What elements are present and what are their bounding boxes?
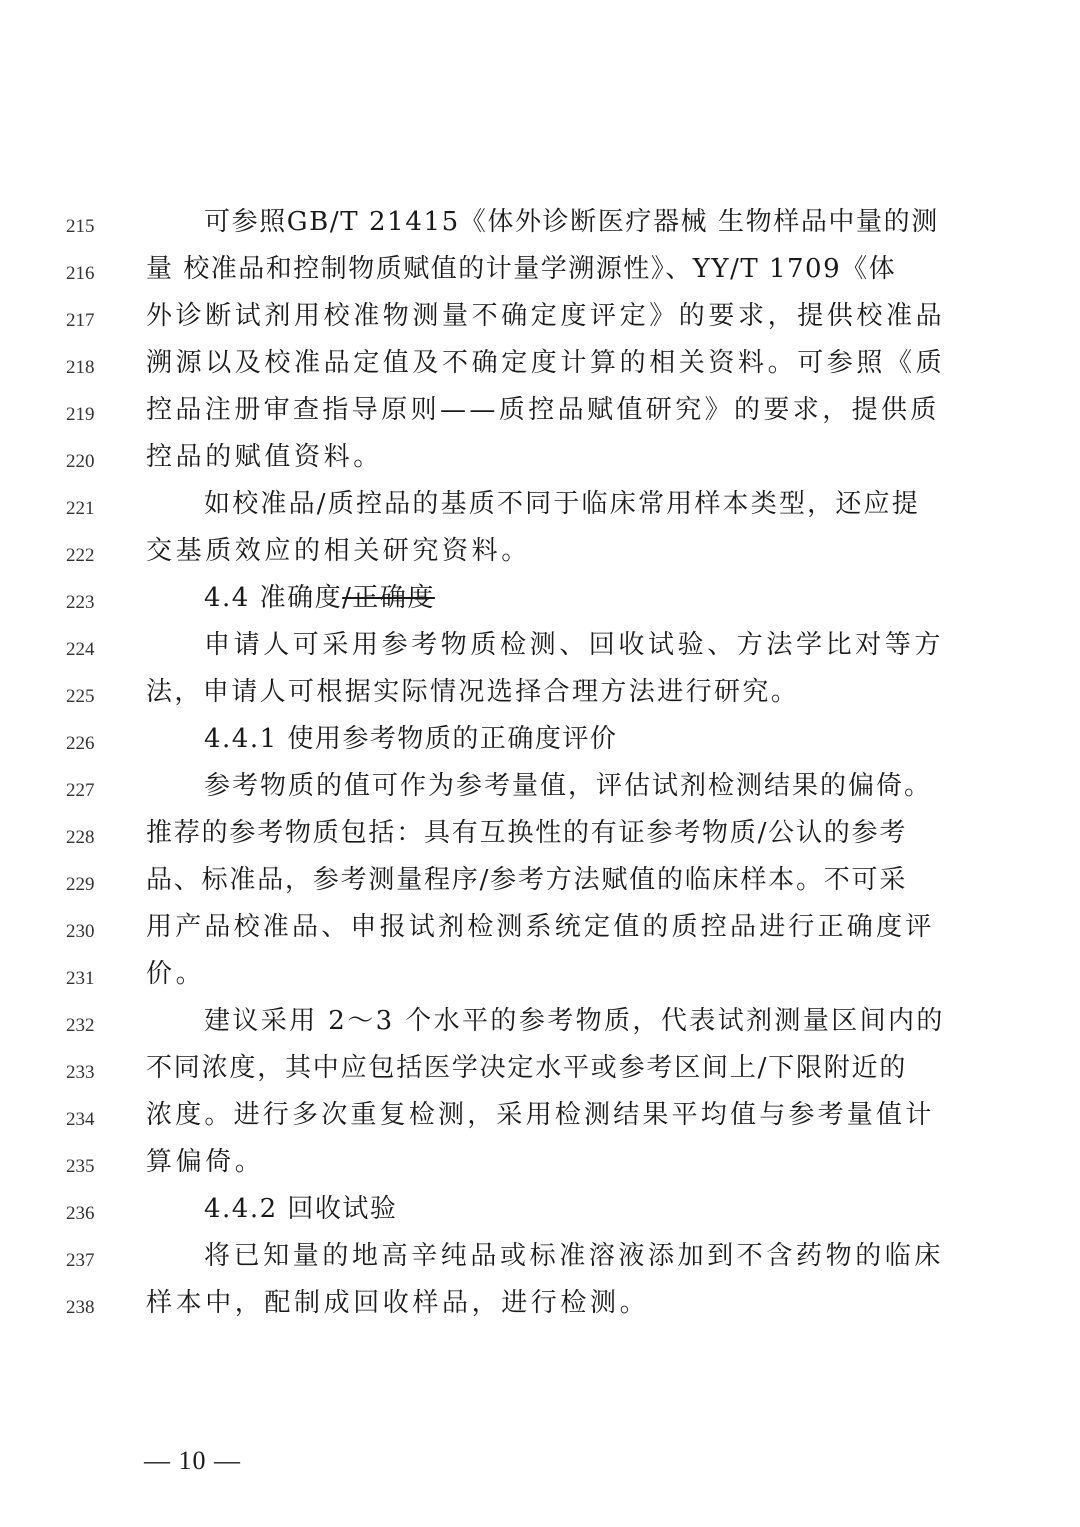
line-number: 218 xyxy=(66,357,95,378)
text-line xyxy=(0,719,1080,766)
line-text: 算偏倚。 xyxy=(146,1147,265,1177)
line-text: 如校准品/质控品的基质不同于临床常用样本类型，还应提 xyxy=(204,489,920,519)
line-text: 不同浓度，其中应包括医学决定水平或参考区间上/下限附近的 xyxy=(146,1053,908,1083)
text-line xyxy=(0,1001,1080,1048)
line-number: 221 xyxy=(66,498,95,519)
line-number: 226 xyxy=(66,733,95,754)
text-line xyxy=(0,766,1080,813)
struck-text: /正确度 xyxy=(342,583,435,613)
line-text: 量 校准品和控制物质赋值的计量学溯源性》、YY/T 1709《体 xyxy=(146,254,897,284)
line-text: 可参照GB/T 21415《体外诊断医疗器械 生物样品中量的测 xyxy=(204,207,939,237)
text-line xyxy=(0,1189,1080,1236)
line-number: 224 xyxy=(66,639,95,660)
line-text: 法，申请人可根据实际情况选择合理方法进行研究。 xyxy=(146,677,800,707)
line-text: 控品的赋值资料。 xyxy=(146,442,383,472)
text-line xyxy=(0,813,1080,860)
line-text: 推荐的参考物质包括：具有互换性的有证参考物质/公认的参考 xyxy=(146,818,908,848)
line-number: 217 xyxy=(66,310,95,331)
text-line xyxy=(0,954,1080,1001)
text-line xyxy=(0,625,1080,672)
line-number: 215 xyxy=(66,216,95,237)
line-number: 220 xyxy=(66,451,95,472)
text-line xyxy=(0,1048,1080,1095)
line-text: 价。 xyxy=(146,959,206,989)
line-number: 238 xyxy=(66,1297,95,1318)
line-number: 223 xyxy=(66,592,95,613)
line-number: 234 xyxy=(66,1109,95,1130)
text-line xyxy=(0,860,1080,907)
line-text: 将已知量的地高辛纯品或标准溶液添加到不含药物的临床 xyxy=(204,1241,945,1271)
line-number: 225 xyxy=(66,686,95,707)
line-text: 品、标准品，参考测量程序/参考方法赋值的临床样本。不可采 xyxy=(146,865,908,895)
text-line xyxy=(0,578,1080,625)
line-number: 219 xyxy=(66,404,95,425)
text-line xyxy=(0,343,1080,390)
section-heading: 4.4.1 使用参考物质的正确度评价 xyxy=(204,724,618,754)
line-text: 建议采用 2～3 个水平的参考物质，代表试剂测量区间内的 xyxy=(204,1006,945,1036)
line-text: 溯源以及校准品定值及不确定度计算的相关资料。可参照《质 xyxy=(146,348,946,378)
line-text: 外诊断试剂用校准物测量不确定度评定》的要求，提供校准品 xyxy=(146,301,946,331)
line-number: 227 xyxy=(66,780,95,801)
line-number: 235 xyxy=(66,1156,95,1177)
heading-text: 4.4 准确度 xyxy=(204,583,343,613)
text-line xyxy=(0,1095,1080,1142)
text-line xyxy=(0,1142,1080,1189)
line-number: 237 xyxy=(66,1250,95,1271)
text-line xyxy=(0,907,1080,954)
line-number: 232 xyxy=(66,1015,95,1036)
text-line xyxy=(0,249,1080,296)
line-text: 参考物质的值可作为参考量值，评估试剂检测结果的偏倚。 xyxy=(204,771,933,801)
line-text: 交基质效应的相关研究资料。 xyxy=(146,536,531,566)
section-heading xyxy=(204,578,946,618)
text-line xyxy=(0,437,1080,484)
section-heading: 4.4.2 回收试验 xyxy=(204,1194,398,1224)
line-text: 申请人可采用参考物质检测、回收试验、方法学比对等方 xyxy=(204,630,945,660)
text-line xyxy=(0,672,1080,719)
text-line xyxy=(0,531,1080,578)
text-line xyxy=(0,484,1080,531)
line-number: 229 xyxy=(66,874,95,895)
text-line xyxy=(0,202,1080,249)
line-number: 216 xyxy=(66,263,95,284)
line-number: 236 xyxy=(66,1203,95,1224)
line-number: 233 xyxy=(66,1062,95,1083)
page-number: — 10 — xyxy=(144,1446,241,1475)
text-line xyxy=(0,296,1080,343)
line-text: 样本中，配制成回收样品，进行检测。 xyxy=(146,1288,650,1318)
line-number: 231 xyxy=(66,968,95,989)
text-line xyxy=(0,390,1080,437)
line-number: 228 xyxy=(66,827,95,848)
text-line xyxy=(0,1236,1080,1283)
line-number: 222 xyxy=(66,545,95,566)
line-text: 用产品校准品、申报试剂检测系统定值的质控品进行正确度评 xyxy=(146,912,935,942)
line-text: 控品注册审查指导原则——质控品赋值研究》的要求，提供质 xyxy=(146,395,940,425)
line-number: 230 xyxy=(66,921,95,942)
text-line xyxy=(0,1283,1080,1330)
line-text: 浓度。进行多次重复检测，采用检测结果平均值与参考量值计 xyxy=(146,1100,935,1130)
